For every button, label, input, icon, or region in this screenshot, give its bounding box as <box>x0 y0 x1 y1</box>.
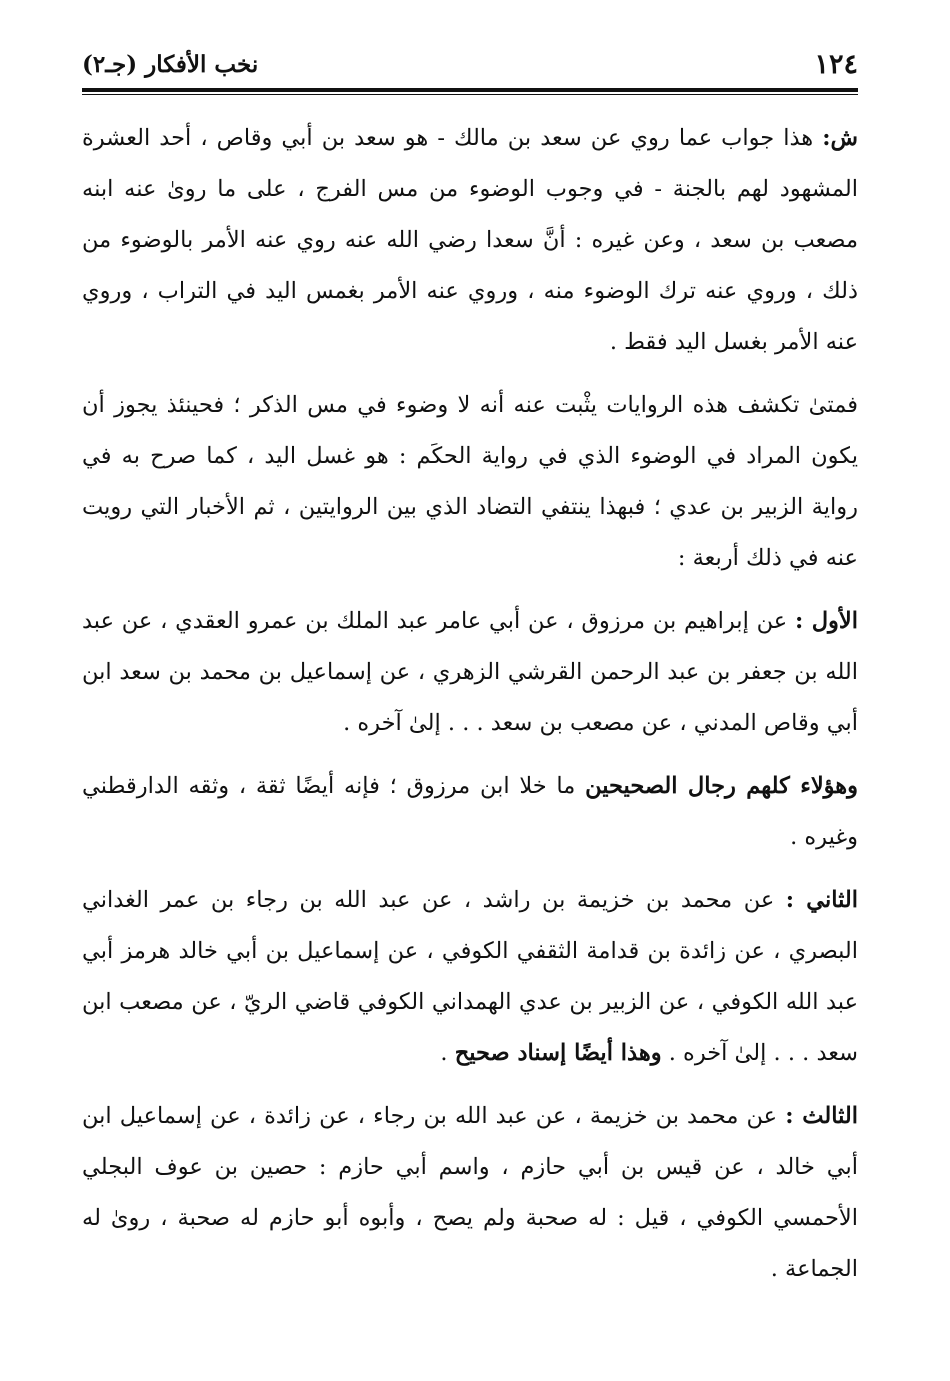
document-page <box>82 48 858 1307</box>
paragraph-text: فمتىٰ تكشف هذه الروايات يثْبت عنه أنه لا وضوء في مس الذكر ؛ فحينئذ يجوز أن يكون المراد في الوضوء الذي في رواية الحكَم : هو غسل اليد ، كما صرح به في رواية الزبير بن عدي ؛ فبهذا ينتفي التضاد الذي بين الروايتين ، ثم الأخبار التي رويت عنه في ذلك أربعة : <box>82 392 858 571</box>
paragraph-commentary <box>82 113 858 368</box>
paragraph-lead: الثالث : <box>785 1103 859 1129</box>
running-title: نخب الأفكار (جـ٢) <box>82 51 259 78</box>
header-rule-thin <box>82 94 858 95</box>
paragraph-lead: وهؤلاء كلهم رجال الصحيحين <box>585 773 859 799</box>
paragraph-emphasis: وهذا أيضًا إسناد صحيح <box>454 1040 662 1066</box>
paragraph-first-chain <box>82 596 858 749</box>
paragraph-text: عن إبراهيم بن مرزوق ، عن أبي عامر عبد الملك بن عمرو العقدي ، عن عبد الله بن جعفر بن عبد الرحمن القرشي الزهري ، عن إسماعيل بن محمد بن سعد ابن أبي وقاص المدني ، عن مصعب بن سعد . . . إلىٰ آخره . <box>82 608 858 736</box>
paragraph-tail: . <box>440 1040 455 1066</box>
paragraph-lead: الثاني : <box>785 887 858 913</box>
paragraph-text: عن محمد بن خزيمة ، عن عبد الله بن رجاء ، عن زائدة ، عن إسماعيل ابن أبي خالد ، عن قيس بن أبي حازم ، واسم أبي حازم : حصين بن عوف البجلي الأحمسي الكوفي ، قيل : له صحبة ولم يصح ، وأبوه أبو حازم له صحبة ، روىٰ له الجماعة . <box>82 1103 858 1282</box>
paragraph-text: ما خلا ابن مرزوق ؛ فإنه أيضًا ثقة ، وثقه الدارقطني وغيره . <box>82 773 858 850</box>
paragraph-text: هذا جواب عما روي عن سعد بن مالك - هو سعد بن أبي وقاص ، أحد العشرة المشهود لهم بالجنة - في وجوب الوضوء من مس الفرج ، على ما روىٰ عنه ابنه مصعب بن سعد ، وعن غيره : أنَّ سعدا رضي الله عنه روي عنه الأمر بالوضوء من ذلك ، وروي عنه ترك الوضوء منه ، وروي عنه الأمر بغمس اليد في التراب ، وروي عنه الأمر بغسل اليد فقط . <box>82 125 858 355</box>
paragraph-lead: الأول : <box>794 608 858 634</box>
paragraph-second-chain <box>82 875 858 1079</box>
page-header <box>82 48 858 82</box>
paragraph-reconciliation <box>82 380 858 584</box>
paragraph-first-grading <box>82 761 858 863</box>
page-number: ١٢٤ <box>814 49 858 80</box>
paragraph-lead: ش: <box>822 125 858 151</box>
paragraph-third-chain <box>82 1091 858 1295</box>
header-rule-thick <box>82 88 858 92</box>
paragraph-text: عن محمد بن خزيمة بن راشد ، عن عبد الله بن رجاء بن عمر الغداني البصري ، عن زائدة بن قدامة الثقفي الكوفي ، عن إسماعيل بن أبي خالد هرمز أبي عبد الله الكوفي ، عن الزبير بن عدي الهمداني الكوفي قاضي الريّ ، عن مصعب ابن سعد . . . إلىٰ آخره . <box>82 887 858 1066</box>
body-text <box>82 113 858 1295</box>
